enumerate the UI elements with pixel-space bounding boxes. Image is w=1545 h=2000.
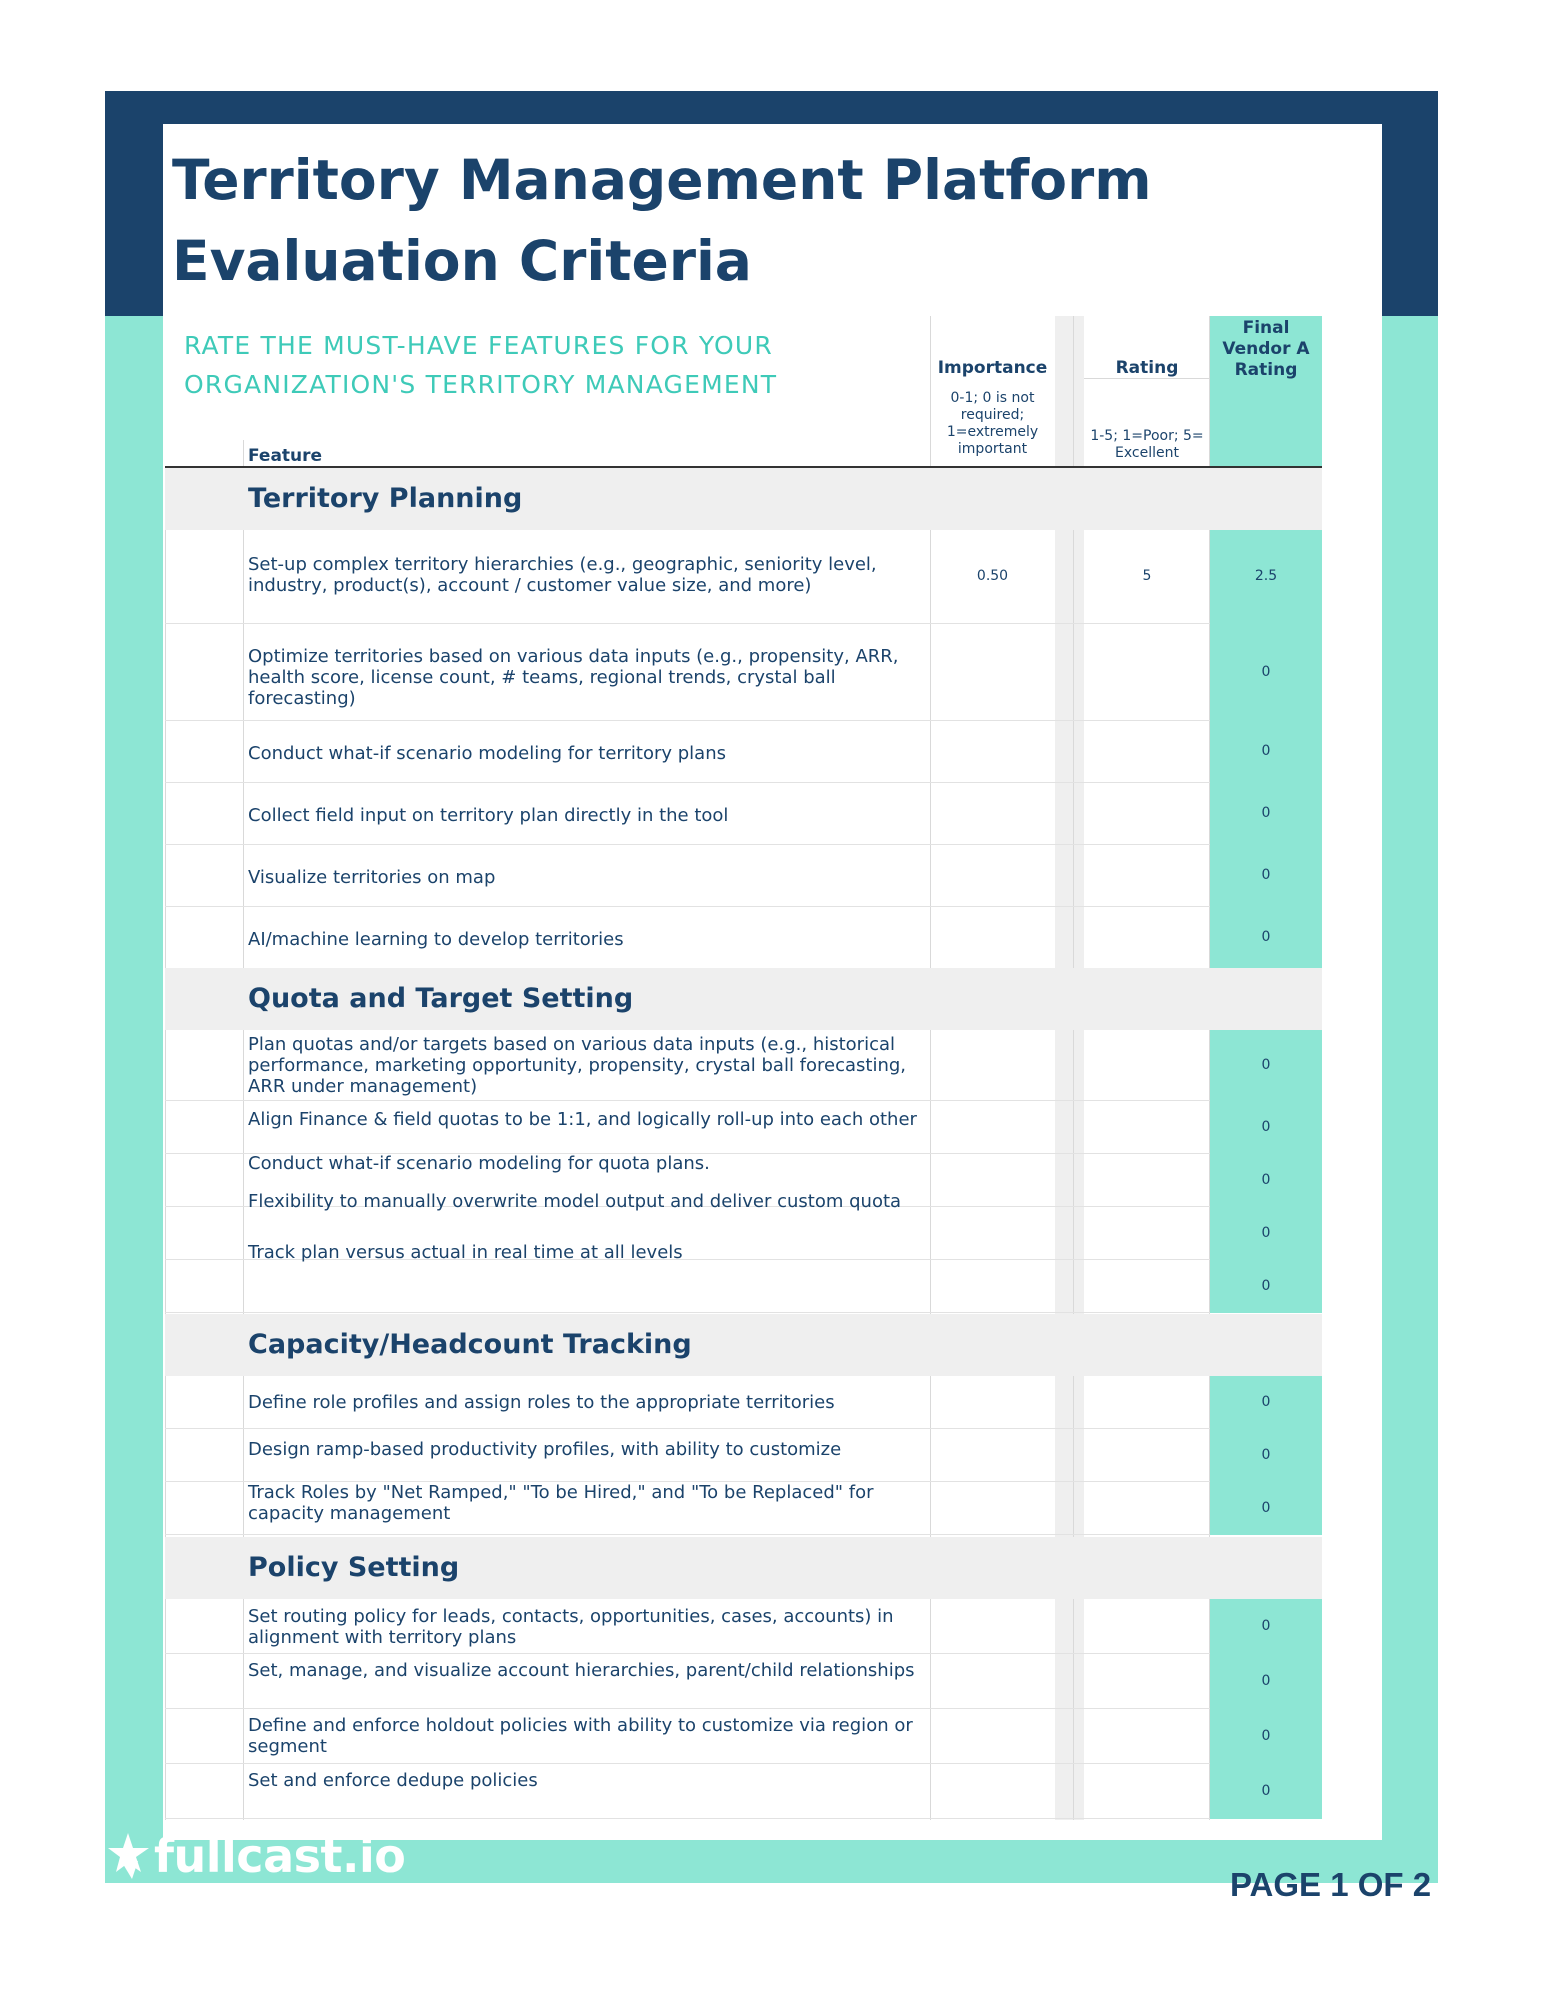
feature-cell: Plan quotas and/or targets based on various data inputs (e.g., historical performance, marketing opportunity, propensity, crystal ball forecasting, ARR under management) bbox=[248, 1034, 907, 1097]
row-divider bbox=[165, 1100, 1210, 1101]
final-value-cell[interactable]: 0 bbox=[1261, 1783, 1271, 1799]
importance-cell[interactable]: 0.50 bbox=[976, 568, 1009, 584]
row-divider bbox=[165, 1428, 1210, 1429]
final-rating-header: Final Vendor A Rating bbox=[1210, 316, 1322, 466]
col-divider bbox=[165, 468, 166, 1820]
feature-cell: Optimize territories based on various data inputs (e.g., propensity, ARR, health score, license count, # teams, regional trends, crystal ball forecasting) bbox=[248, 646, 899, 709]
final-value-cell[interactable]: 0 bbox=[1261, 1673, 1271, 1689]
final-value-cell[interactable]: 0 bbox=[1261, 1172, 1271, 1188]
feature-cell: Define and enforce holdout policies with ability to customize via region or segment bbox=[248, 1715, 913, 1757]
feature-cell: Set and enforce dedupe policies bbox=[248, 1770, 538, 1791]
section-title: Capacity/Headcount Tracking bbox=[248, 1329, 692, 1360]
rating-header-divider bbox=[1084, 378, 1210, 379]
star-logo-icon bbox=[108, 1831, 154, 1881]
final-value-cell[interactable]: 0 bbox=[1261, 805, 1271, 821]
importance-note: 0-1; 0 is not required; 1=extremely important bbox=[946, 390, 1039, 457]
row-divider bbox=[165, 1534, 1210, 1535]
feature-cell: Conduct what-if scenario modeling for territory plans bbox=[248, 743, 726, 764]
final-value-cell[interactable]: 0 bbox=[1261, 1447, 1271, 1463]
final-value-cell[interactable]: 0 bbox=[1261, 1119, 1271, 1135]
row-divider bbox=[165, 906, 1210, 907]
section-title: Territory Planning bbox=[248, 483, 523, 514]
final-value-cell[interactable]: 2.5 bbox=[1254, 568, 1278, 584]
row-divider bbox=[165, 844, 1210, 845]
row-divider bbox=[165, 1763, 1210, 1764]
page-title: Territory Management Platform Evaluation Criteria bbox=[172, 148, 1152, 293]
row-divider bbox=[165, 1653, 1210, 1654]
section-title: Quota and Target Setting bbox=[248, 983, 634, 1014]
final-value-cell[interactable]: 0 bbox=[1261, 1057, 1271, 1073]
feature-header: Feature bbox=[248, 446, 323, 466]
final-value-cell[interactable]: 0 bbox=[1261, 929, 1271, 945]
feature-cell: Conduct what-if scenario modeling for quota plans. bbox=[248, 1153, 710, 1174]
page-number: PAGE 1 OF 2 bbox=[1230, 1866, 1432, 1903]
final-value-cell[interactable]: 0 bbox=[1261, 1225, 1271, 1241]
final-value-cell[interactable]: 0 bbox=[1261, 1500, 1271, 1516]
final-value-cell[interactable]: 0 bbox=[1261, 1278, 1271, 1294]
final-value-cell[interactable]: 0 bbox=[1261, 1618, 1271, 1634]
importance-header: Importance bbox=[937, 358, 1048, 378]
rating-note: 1-5; 1=Poor; 5= Excellent bbox=[1090, 428, 1204, 461]
row-divider bbox=[165, 782, 1210, 783]
rating-cell[interactable]: 5 bbox=[1142, 568, 1152, 584]
final-value-cell[interactable]: 0 bbox=[1261, 664, 1271, 680]
feature-cell: AI/machine learning to develop territories bbox=[248, 929, 624, 950]
feature-cell: Set, manage, and visualize account hierarchies, parent/child relationships bbox=[248, 1660, 915, 1681]
feature-cell: Track Roles by "Net Ramped," "To be Hired," and "To be Replaced" for capacity management bbox=[248, 1482, 874, 1524]
feature-cell: Align Finance & field quotas to be 1:1, and logically roll-up into each other bbox=[248, 1109, 917, 1130]
final-value-cell[interactable]: 0 bbox=[1261, 1728, 1271, 1744]
row-divider bbox=[165, 1708, 1210, 1709]
feature-cell: Flexibility to manually overwrite model output and deliver custom quota bbox=[248, 1191, 902, 1212]
row-divider bbox=[165, 1818, 1210, 1819]
logo-wordmark: fullcast.io bbox=[154, 1829, 406, 1883]
col-divider bbox=[243, 440, 244, 1820]
feature-cell: Design ramp-based productivity profiles, with ability to customize bbox=[248, 1439, 842, 1460]
final-value-cell[interactable]: 0 bbox=[1261, 743, 1271, 759]
feature-cell: Visualize territories on map bbox=[248, 867, 496, 888]
row-divider bbox=[165, 1312, 1210, 1313]
fullcast-logo bbox=[108, 1826, 405, 1886]
feature-cell: Set-up complex territory hierarchies (e.g., geographic, seniority level, industry, product(s), account / customer value size, and more) bbox=[248, 554, 877, 596]
page-subtitle: RATE THE MUST-HAVE FEATURES FOR YOUR ORGANIZATION'S TERRITORY MANAGEMENT bbox=[184, 331, 778, 399]
feature-cell: Define role profiles and assign roles to the appropriate territories bbox=[248, 1392, 835, 1413]
final-value-cell[interactable]: 0 bbox=[1261, 867, 1271, 883]
rating-header: Rating bbox=[1115, 358, 1179, 378]
feature-cell: Collect field input on territory plan directly in the tool bbox=[248, 805, 729, 826]
row-divider bbox=[165, 720, 1210, 721]
feature-cell: Track plan versus actual in real time at all levels bbox=[248, 1242, 683, 1263]
final-value-cell[interactable]: 0 bbox=[1261, 1394, 1271, 1410]
section-title: Policy Setting bbox=[248, 1552, 460, 1583]
row-divider bbox=[165, 623, 1210, 624]
feature-cell: Set routing policy for leads, contacts, opportunities, cases, accounts) in alignment with territory plans bbox=[248, 1606, 894, 1648]
